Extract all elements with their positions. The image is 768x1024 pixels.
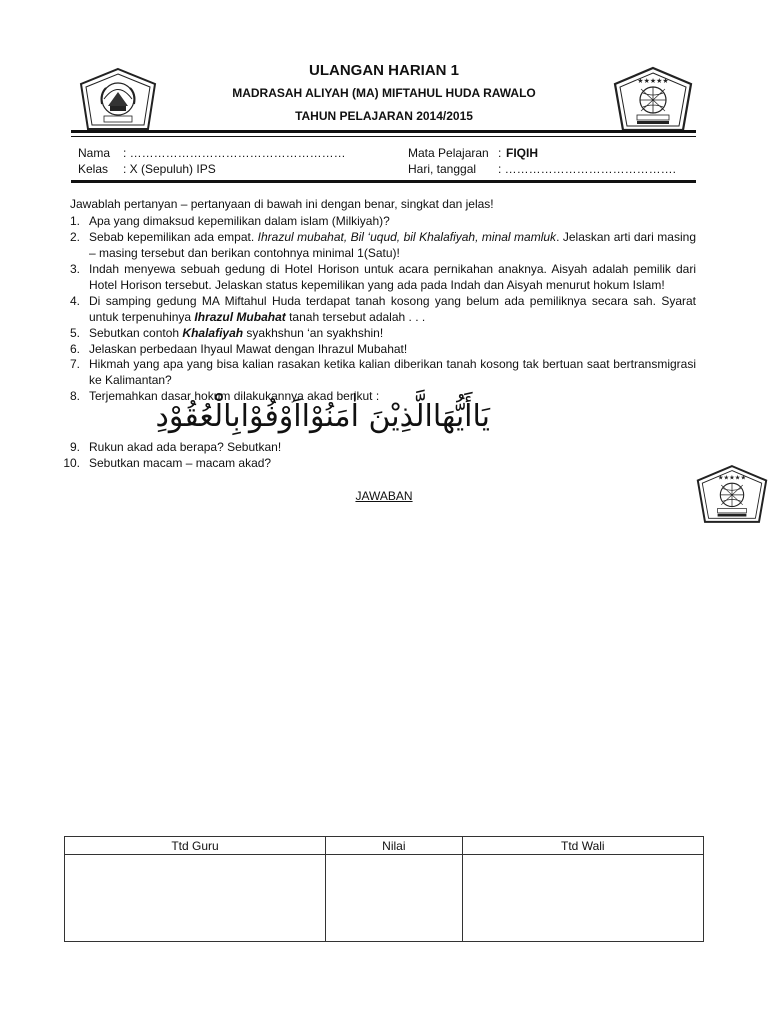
question-4: [60, 293, 696, 325]
question-emphasis: Khalafiyah: [182, 326, 244, 340]
info-divider: [71, 180, 696, 183]
question-text-cont: tanah tersebut adalah . . .: [285, 310, 426, 324]
header-divider-thin: [71, 136, 696, 137]
question-number: 9.: [69, 440, 80, 454]
ttd-wali-header: Ttd Wali: [462, 837, 703, 855]
question-number: 8.: [69, 389, 80, 403]
exam-title: ULANGAN HARIAN 1: [309, 62, 459, 79]
question-number: 6.: [69, 342, 80, 356]
question-1: [60, 213, 696, 229]
academic-year: TAHUN PELAJARAN 2014/2015: [295, 109, 473, 123]
hari-value: : …………………………………….: [498, 162, 677, 176]
mapel-label: Mata Pelajaran: [408, 146, 489, 160]
question-text: Jelaskan perbedaan Ihyaul Mawat dengan Ihrazul Mubahat!: [89, 342, 408, 356]
question-text: Sebab kepemilikan ada empat.: [89, 230, 258, 244]
question-number: 2.: [69, 230, 80, 244]
question-5: [60, 325, 696, 341]
question-text: Terjemahkan dasar hokum dilakukannya akad berikut :: [89, 389, 380, 403]
question-text: Indah menyewa sebuah gedung di Hotel Horison untuk acara pernikahan anaknya. Aisyah adalah pemilik dari Hotel Horison tersebut. Jelaskan status kepemilikan yang ada pada Indah dan Aisyah menurut hokum Islam!: [89, 262, 696, 292]
nama-value: : ………………………………………………: [123, 146, 346, 160]
kelas-value: : X (Sepuluh) IPS: [123, 162, 216, 176]
ttd-guru-cell[interactable]: [65, 855, 326, 942]
question-6: [60, 341, 696, 357]
school-name: MADRASAH ALIYAH (MA) MIFTAHUL HUDA RAWALO: [232, 86, 536, 100]
question-7: [60, 356, 696, 388]
jawaban-heading: JAWABAN: [355, 489, 413, 503]
question-number: 1.: [69, 214, 80, 228]
question-10: [60, 455, 696, 471]
header-divider-thick: [71, 130, 696, 133]
question-text: Di samping gedung MA Miftahul Huda terdapat tanah kosong yang belum ada pemiliknya secara sah. Syarat untuk terpenuhinya: [89, 294, 696, 324]
question-number: 4.: [69, 294, 80, 308]
question-number: 3.: [69, 262, 80, 276]
arabic-verse: يَاأَيُّهَاالَّذِيْنَ اٰمَنُوْااَوْفُوْابِالْعُقُوْدِ: [155, 399, 490, 434]
question-number: 7.: [69, 357, 80, 371]
question-text-cont: . Jelaskan arti dari masing – masing tersebut dan berikan contohnya minimal 1(Satu)!: [89, 230, 696, 260]
nama-label: Nama: [78, 146, 111, 160]
question-text: Rukun akad ada berapa? Sebutkan!: [89, 440, 282, 454]
question-text: Hikmah yang apa yang bisa kalian rasakan ketika kalian diberikan tanah kosong tak bertuan saat bertransmigrasi ke Kalimantan?: [89, 357, 696, 387]
instruction: Jawablah pertanyan – pertanyaan di bawah ini dengan benar, singkat dan jelas!: [70, 197, 494, 211]
mapel-sep: :: [498, 146, 502, 160]
svg-text:★★★★★: ★★★★★: [637, 77, 669, 85]
question-text: Apa yang dimaksud kepemilikan dalam islam (Milkiyah)?: [89, 214, 390, 228]
ttd-guru-header: Ttd Guru: [65, 837, 326, 855]
ttd-wali-cell[interactable]: [462, 855, 703, 942]
question-9: [60, 439, 696, 455]
signature-table: [64, 836, 704, 942]
question-number: 10.: [63, 456, 80, 470]
question-3: [60, 261, 696, 293]
svg-text:★★★★★: ★★★★★: [717, 474, 747, 482]
question-2: [60, 229, 696, 261]
kelas-label: Kelas: [78, 162, 109, 176]
question-number: 5.: [69, 326, 80, 340]
question-text: Sebutkan macam – macam akad?: [89, 456, 272, 470]
question-emphasis: Ihrazul mubahat, Bil ‘uqud, bil Khalafiyah, minal mamluk: [257, 230, 557, 244]
question-text: Sebutkan contoh: [89, 326, 183, 340]
nilai-header: Nilai: [326, 837, 463, 855]
madrasah-logo-small: [696, 462, 768, 526]
question-emphasis: Ihrazul Mubahat: [194, 310, 286, 324]
nilai-cell[interactable]: [326, 855, 463, 942]
hari-label: Hari, tanggal: [408, 162, 477, 176]
question-text-cont: syakhshun ‘an syakhshin!: [243, 326, 384, 340]
mapel-value: FIQIH: [506, 146, 538, 160]
